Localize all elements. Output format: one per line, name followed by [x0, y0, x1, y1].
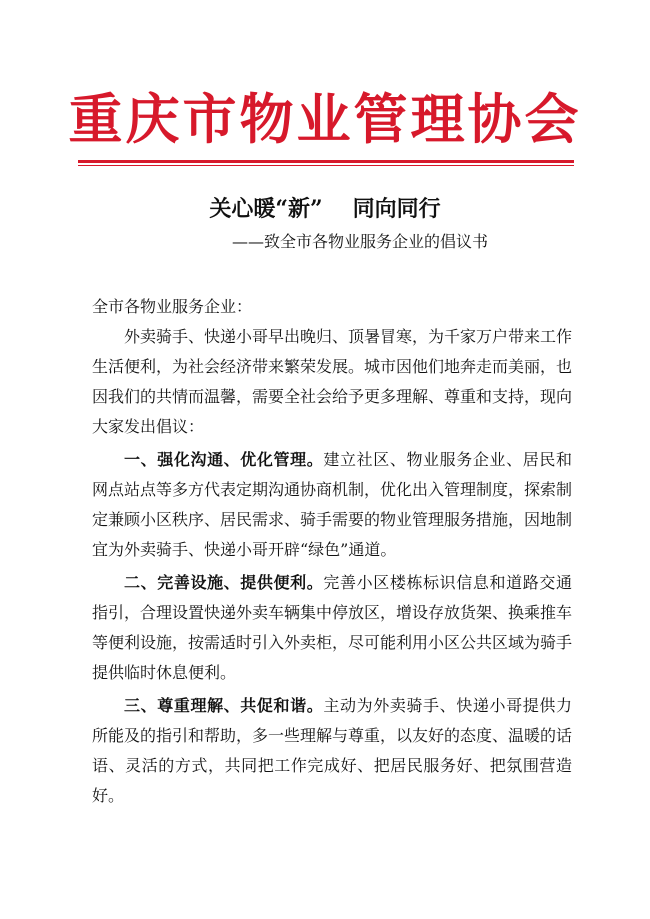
red-divider-thick	[78, 160, 574, 163]
initiative-paragraph-3	[92, 691, 572, 811]
letter-title-part2: 同向同行	[352, 196, 441, 222]
salutation: 全市各物业服务企业：	[92, 297, 253, 316]
letter-title	[0, 194, 650, 224]
letter-title-part1: 关心暖“新”	[209, 196, 323, 222]
letter-subtitle: ——致全市各物业服务企业的倡议书	[232, 232, 489, 251]
initiative-heading-1: 一、强化沟通、优化管理。	[124, 450, 324, 469]
red-divider-thin	[78, 165, 574, 166]
initiative-heading-2: 二、完善设施、提供便利。	[124, 573, 324, 592]
intro-paragraph: 外卖骑手、快递小哥早出晚归、顶暑冒寒，为千家万户带来工作生活便利，为社会经济带来繁荣发展。城市因他们地奔走而美丽，也因我们的共情而温馨，需要全社会给予更多理解、尊重和支持，现向大家发出倡议：	[92, 327, 573, 436]
initiative-paragraph-1	[92, 445, 572, 565]
initiative-text-2: 完善小区楼栋标识信息和道路交通指引，合理设置快递外卖车辆集中停放区，增设存放货架、换乘推车等便利设施，按需适时引入外卖柜，尽可能利用小区公共区域为骑手提供临时休息便利。	[92, 573, 573, 682]
initiative-heading-3: 三、尊重理解、共促和谐。	[124, 696, 324, 715]
initiative-text-3: 主动为外卖骑手、快递小哥提供力所能及的指引和帮助，多一些理解与尊重，以友好的态度、温暖的话语、灵活的方式，共同把工作完成好、把居民服务好、把氛围营造好。	[92, 696, 573, 805]
initiative-paragraph-2	[92, 568, 572, 688]
letter-body	[92, 292, 572, 811]
initiative-text-1: 建立社区、物业服务企业、居民和网点站点等多方代表定期沟通协商机制，优化出入管理制度，探索制定兼顾小区秩序、居民需求、骑手需要的物业管理服务措施，因地制宜为外卖骑手、快递小哥开辟“绿色”通道。	[92, 450, 573, 559]
org-name-heading: 重庆市物业管理协会	[68, 87, 582, 151]
